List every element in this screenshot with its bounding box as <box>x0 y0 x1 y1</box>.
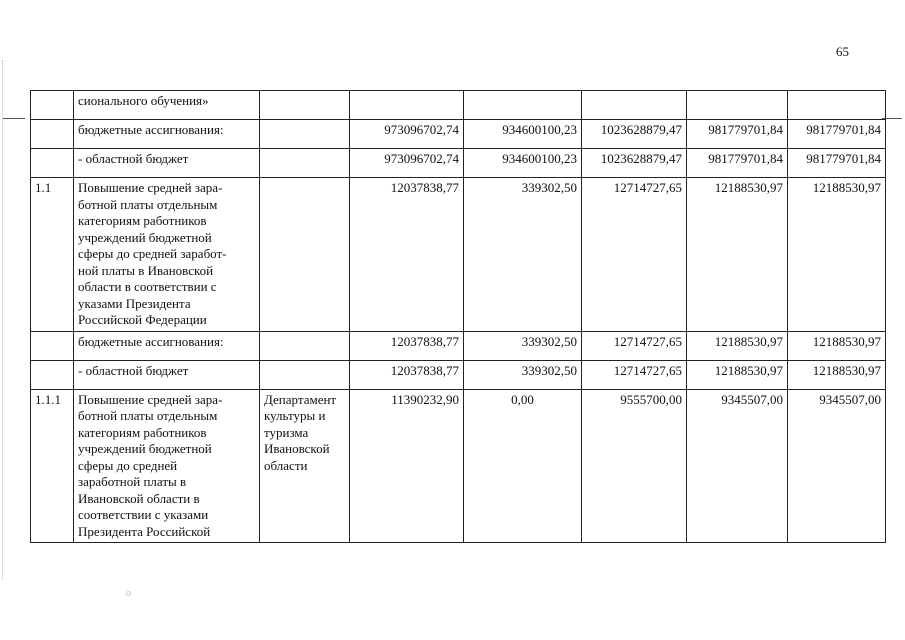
name-line: ботной платы отдельным <box>78 196 218 212</box>
row-code <box>31 120 74 149</box>
row-name: - областной бюджет <box>74 360 260 389</box>
value-cell: 12037838,77 <box>350 331 464 360</box>
name-line: Повышение средней зара- <box>78 180 223 195</box>
value-cell: 12188530,97 <box>788 178 886 332</box>
value-cell: 934600100,23 <box>464 149 582 178</box>
value-cell: 12037838,77 <box>350 360 464 389</box>
value-cell <box>464 91 582 120</box>
value-cell: 11390232,90 <box>350 389 464 543</box>
value-cell: 0,00 <box>464 389 582 543</box>
name-line: учреждений бюджетной <box>78 441 212 456</box>
row-code <box>31 331 74 360</box>
row-executor <box>260 91 350 120</box>
table-row <box>31 120 886 149</box>
value-cell <box>350 91 464 120</box>
name-line: ной платы в Ивановской <box>78 262 214 278</box>
name-line: Ивановской области в <box>78 490 200 506</box>
value-cell: 981779701,84 <box>788 149 886 178</box>
value-cell: 339302,50 <box>464 178 582 332</box>
name-line: Президента Российской <box>78 523 211 539</box>
table-row <box>31 389 886 543</box>
value-cell: 9555700,00 <box>582 389 687 543</box>
row-code: 1.1.1 <box>31 389 74 543</box>
table-row <box>31 91 886 120</box>
name-line: учреждений бюджетной <box>78 229 212 245</box>
row-name: сионального обучения» <box>74 91 260 120</box>
row-code <box>31 360 74 389</box>
row-code <box>31 149 74 178</box>
table-row <box>31 360 886 389</box>
value-cell: 12188530,97 <box>788 360 886 389</box>
name-line: области в соответствии с <box>78 279 217 294</box>
name-line: соответствии с указами <box>78 507 209 522</box>
executor-line: Ивановской <box>264 441 330 456</box>
executor-line: культуры и <box>264 408 326 423</box>
row-name: - областной бюджет <box>74 149 260 178</box>
value-cell: 973096702,74 <box>350 149 464 178</box>
value-cell: 934600100,23 <box>464 120 582 149</box>
value-cell: 12188530,97 <box>687 360 788 389</box>
value-cell: 973096702,74 <box>350 120 464 149</box>
value-cell: 12037838,77 <box>350 178 464 332</box>
name-line: ботной платы отдельным <box>78 408 218 423</box>
value-cell: 339302,50 <box>464 360 582 389</box>
executor-line: Департамент <box>264 391 337 407</box>
row-executor <box>260 389 350 543</box>
name-line: Российской Федерации <box>78 312 207 327</box>
executor-line: области <box>264 457 308 473</box>
row-code: 1.1 <box>31 178 74 332</box>
name-line: категориям работников <box>78 424 207 440</box>
value-cell: 12714727,65 <box>582 331 687 360</box>
scan-margin-mark <box>3 118 25 119</box>
value-cell: 981779701,84 <box>687 149 788 178</box>
row-executor <box>260 360 350 389</box>
value-cell: 9345507,00 <box>788 389 886 543</box>
name-line: указами Президента <box>78 295 191 311</box>
row-name <box>74 178 260 332</box>
executor-line: туризма <box>264 424 309 440</box>
value-cell: 12714727,65 <box>582 178 687 332</box>
name-line: категориям работников <box>78 213 207 228</box>
value-cell: 9345507,00 <box>687 389 788 543</box>
page-number: 65 <box>836 44 849 59</box>
value-cell: 12188530,97 <box>788 331 886 360</box>
value-cell: 1023628879,47 <box>582 120 687 149</box>
row-code <box>31 91 74 120</box>
value-cell: 981779701,84 <box>687 120 788 149</box>
row-executor <box>260 178 350 332</box>
value-cell <box>582 91 687 120</box>
row-executor <box>260 149 350 178</box>
value-cell: 12714727,65 <box>582 360 687 389</box>
scan-margin-dots <box>2 60 5 580</box>
name-line: сферы до средней <box>78 457 178 473</box>
table-row <box>31 178 886 332</box>
row-name: бюджетные ассигнования: <box>74 120 260 149</box>
row-name <box>74 389 260 543</box>
value-cell: 339302,50 <box>464 331 582 360</box>
name-line: сферы до средней заработ- <box>78 246 227 261</box>
value-cell: 12188530,97 <box>687 178 788 332</box>
table-row <box>31 331 886 360</box>
value-cell: 12188530,97 <box>687 331 788 360</box>
row-name: бюджетные ассигнования: <box>74 331 260 360</box>
value-cell: 1023628879,47 <box>582 149 687 178</box>
scan-speck <box>126 591 131 596</box>
table-row <box>31 149 886 178</box>
value-cell: 981779701,84 <box>788 120 886 149</box>
budget-table <box>30 90 886 543</box>
name-line: Повышение средней зара- <box>78 391 223 407</box>
name-line: заработной платы в <box>78 474 187 489</box>
value-cell <box>687 91 788 120</box>
value-cell <box>788 91 886 120</box>
row-executor <box>260 120 350 149</box>
row-executor <box>260 331 350 360</box>
